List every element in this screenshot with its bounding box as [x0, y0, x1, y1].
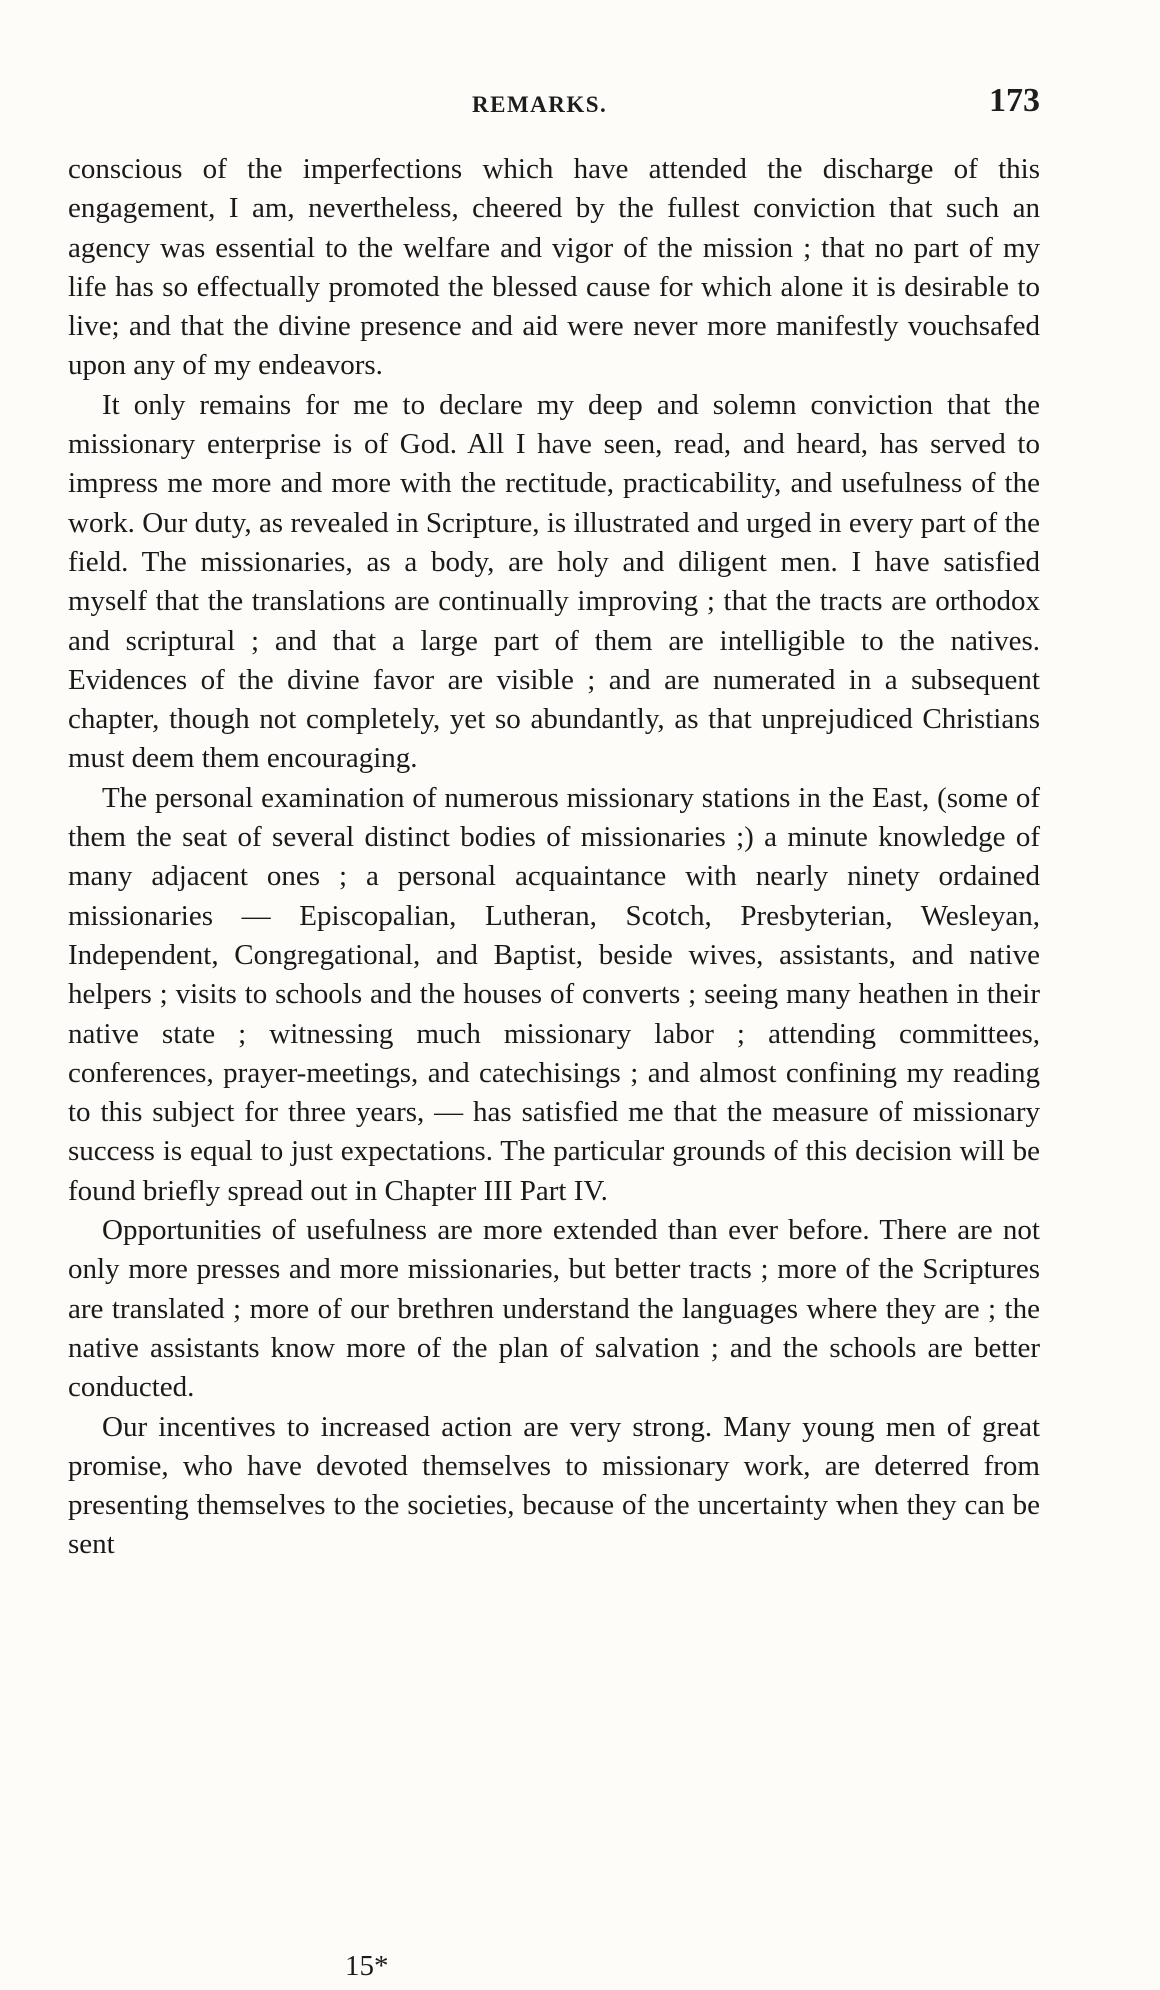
paragraph-continuation: conscious of the imperfections which have attended the discharge of this engagement, I am, nevertheless, cheered by the fullest conviction that such an agency was essential to the welfare and vigor of the mission ; that no part of my life has so effectually promoted the blessed cause for which alone it is desirable to live; and that the divine presence and aid were never more manifestly vouchsafed upon any of my endeavors.: [68, 153, 1040, 382]
running-head: REMARKS.: [472, 92, 608, 117]
body-text: [68, 150, 1040, 1565]
paragraph-incentives: Our incentives to increased action are very strong. Many young men of great promise, who have devoted themselves to missionary work, are deterred from presenting themselves to the societies, because of the uncertainty when they can be sent: [68, 1410, 1040, 1561]
page-number: 173: [989, 82, 1040, 119]
paragraph-examination: The personal examination of numerous missionary stations in the East, (some of them the seat of several distinct bodies of missionaries ;) a minute knowledge of many adjacent ones ; a personal acquaintance with nearly ninety ordained missionaries — Episcopalian, Lutheran, Scotch, Presbyterian, Wesleyan, Independent, Congregational, and Baptist, beside wives, assistants, and native helpers ; visits to schools and the houses of converts ; seeing many heathen in their native state ; witnessing much missionary labor ; attending committees, conferences, prayer-meetings, and catechisings ; and almost confining my reading to this subject for three years, — has satisfied me that the measure of missionary success is equal to just expectations. The particular grounds of this decision will be found briefly spread out in Chapter III Part IV.: [68, 781, 1040, 1207]
paragraph-conviction: It only remains for me to declare my deep and solemn conviction that the missionary enterprise is of God. All I have seen, read, and heard, has served to impress me more and more with the rectitude, practicability, and usefulness of the work. Our duty, as revealed in Scripture, is illustrated and urged in every part of the field. The missionaries, as a body, are holy and diligent men. I have satisfied myself that the translations are continually improving ; that the tracts are orthodox and scriptural ; and that a large part of them are intelligible to the natives. Evidences of the divine favor are visible ; and are numerated in a subsequent chapter, though not completely, yet so abundantly, as that unprejudiced Christians must deem them encouraging.: [68, 388, 1040, 775]
paragraph-opportunities: Opportunities of usefulness are more extended than ever before. There are not only more presses and more missionaries, but better tracts ; more of the Scriptures are translated ; more of our brethren understand the languages where they are ; the native assistants know more of the plan of salvation ; and the schools are better conducted.: [68, 1214, 1040, 1404]
page-header: [68, 82, 1040, 122]
signature-mark: 15*: [345, 1950, 389, 1982]
